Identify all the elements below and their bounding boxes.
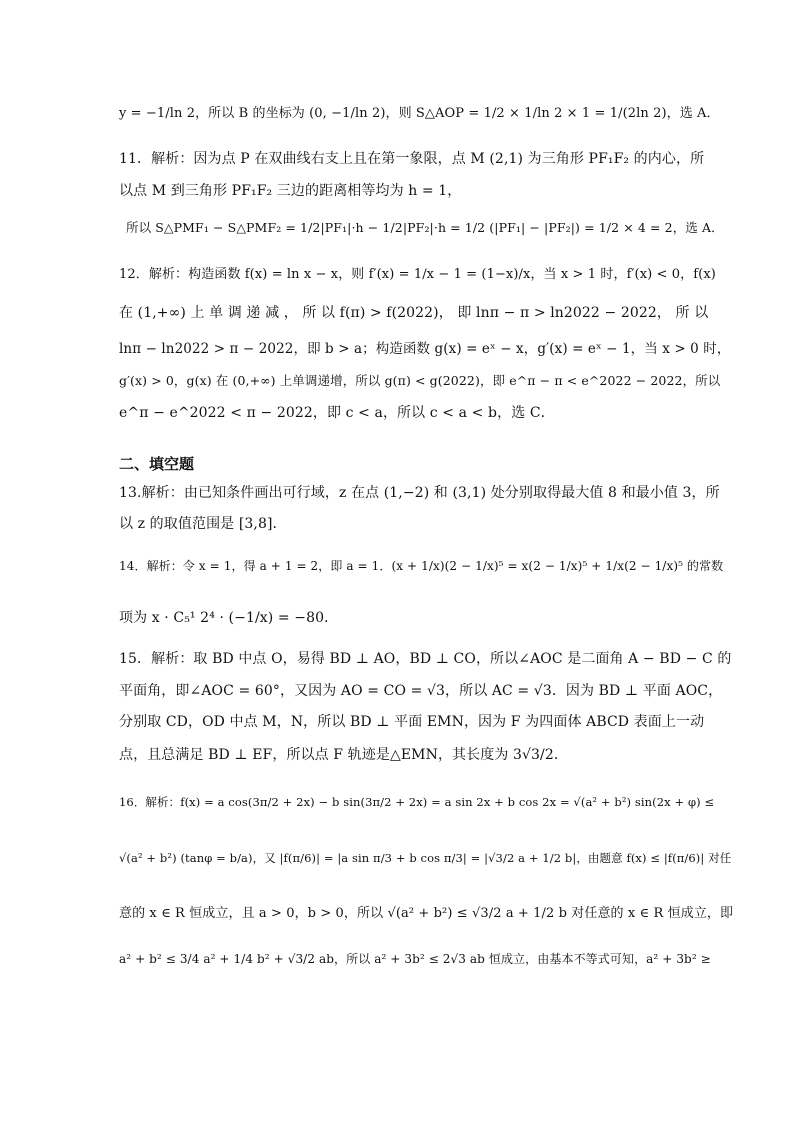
q14-line-1: 14．解析：令 x = 1，得 a + 1 = 2，即 a = 1．(x + 1/x)(2 − 1/x)⁵ = x(2 − 1/x)⁵ + 1/x(2 − 1/x)⁵ 的常数 — [119, 559, 724, 573]
q15-line-4: 点，且总满足 BD ⊥ EF，所以点 F 轨迹是△EMN，其长度为 3√3/2． — [119, 747, 568, 763]
q16-line-2: √(a² + b²) (tanφ = b/a)，又 |f(π/6)| = |a sin π/3 + b cos π/3| = |√3/2 a + 1/2 b|，由题意 f(x) ≤ |f(π/6)| 对任 — [119, 851, 732, 865]
q14-line-2: 项为 x · C₅¹ 2⁴ · (−1/x) = −80． — [119, 610, 339, 626]
q13-line-2: 以 z 的取值范围是 [3,8]． — [119, 516, 287, 532]
q12-line-4: g′(x) > 0，g(x) 在 (0,+∞) 上单调递增，所以 g(π) < g(2022)，即 e^π − π < e^2022 − 2022，所以 — [119, 373, 721, 388]
q11-line-1: 11．解析：因为点 P 在双曲线右支上且在第一象限，点 M (2,1) 为三角形 PF₁F₂ 的内心，所 — [119, 151, 705, 167]
q13-line-1: 13.解析：由已知条件画出可行域，z 在点 (1,−2) 和 (3,1) 处分别取得最大值 8 和最小值 3，所 — [119, 485, 720, 501]
section-title-fill-in: 二、填空题 — [119, 455, 195, 473]
q12-line-5: e^π − e^2022 < π − 2022，即 c < a，所以 c < a < b，选 C． — [119, 405, 555, 421]
q12-line-3: lnπ − ln2022 > π − 2022，即 b > a；构造函数 g(x) = eˣ − x，g′(x) = eˣ − 1，当 x > 0 时， — [119, 341, 731, 357]
q12-line-2: 在 (1,+∞) 上 单 调 递 减 ， 所 以 f(π) > f(2022)， 即 lnπ − π > ln2022 − 2022， 所 以 — [119, 305, 709, 321]
q15-line-3: 分别取 CD，OD 中点 M，N，所以 BD ⊥ 平面 EMN，因为 F 为四面体 ABCD 表面上一动 — [119, 714, 705, 730]
q11-line-2: 以点 M 到三角形 PF₁F₂ 三边的距离相等均为 h = 1， — [119, 183, 462, 199]
q10-tail-line: y = −1/ln 2，所以 B 的坐标为 (0, −1/ln 2)，则 S△AOP = 1/2 × 1/ln 2 × 1 = 1/(2ln 2)，选 A． — [119, 106, 720, 121]
q15-line-2: 平面角，即∠AOC = 60°，又因为 AO = CO = √3，所以 AC = √3．因为 BD ⊥ 平面 AOC， — [119, 683, 723, 699]
q11-line-3: 所以 S△PMF₁ − S△PMF₂ = 1/2|PF₁|·h − 1/2|PF₂|·h = 1/2 (|PF₁| − |PF₂|) = 1/2 × 4 = 2，选 A． — [126, 220, 724, 235]
q15-line-1: 15．解析：取 BD 中点 O，易得 BD ⊥ AO，BD ⊥ CO，所以∠AOC 是二面角 A − BD − C 的 — [119, 651, 732, 667]
q16-line-4: a² + b² ≤ 3/4 a² + 1/4 b² + √3/2 ab，所以 a² + 3b² ≤ 2√3 ab 恒成立，由基本不等式可知，a² + 3b² ≥ — [119, 952, 711, 966]
q16-line-3: 意的 x ∈ R 恒成立，且 a > 0，b > 0，所以 √(a² + b²) ≤ √3/2 a + 1/2 b 对任意的 x ∈ R 恒成立，即 — [119, 906, 734, 921]
q12-line-1: 12．解析：构造函数 f(x) = ln x − x，则 f′(x) = 1/x − 1 = (1−x)/x，当 x > 1 时，f′(x) < 0，f(x) — [119, 267, 716, 282]
q16-line-1: 16．解析：f(x) = a cos(3π/2 + 2x) − b sin(3π/2 + 2x) = a sin 2x + b cos 2x = √(a² + b²) sin(2x + φ) ≤ — [119, 795, 715, 809]
